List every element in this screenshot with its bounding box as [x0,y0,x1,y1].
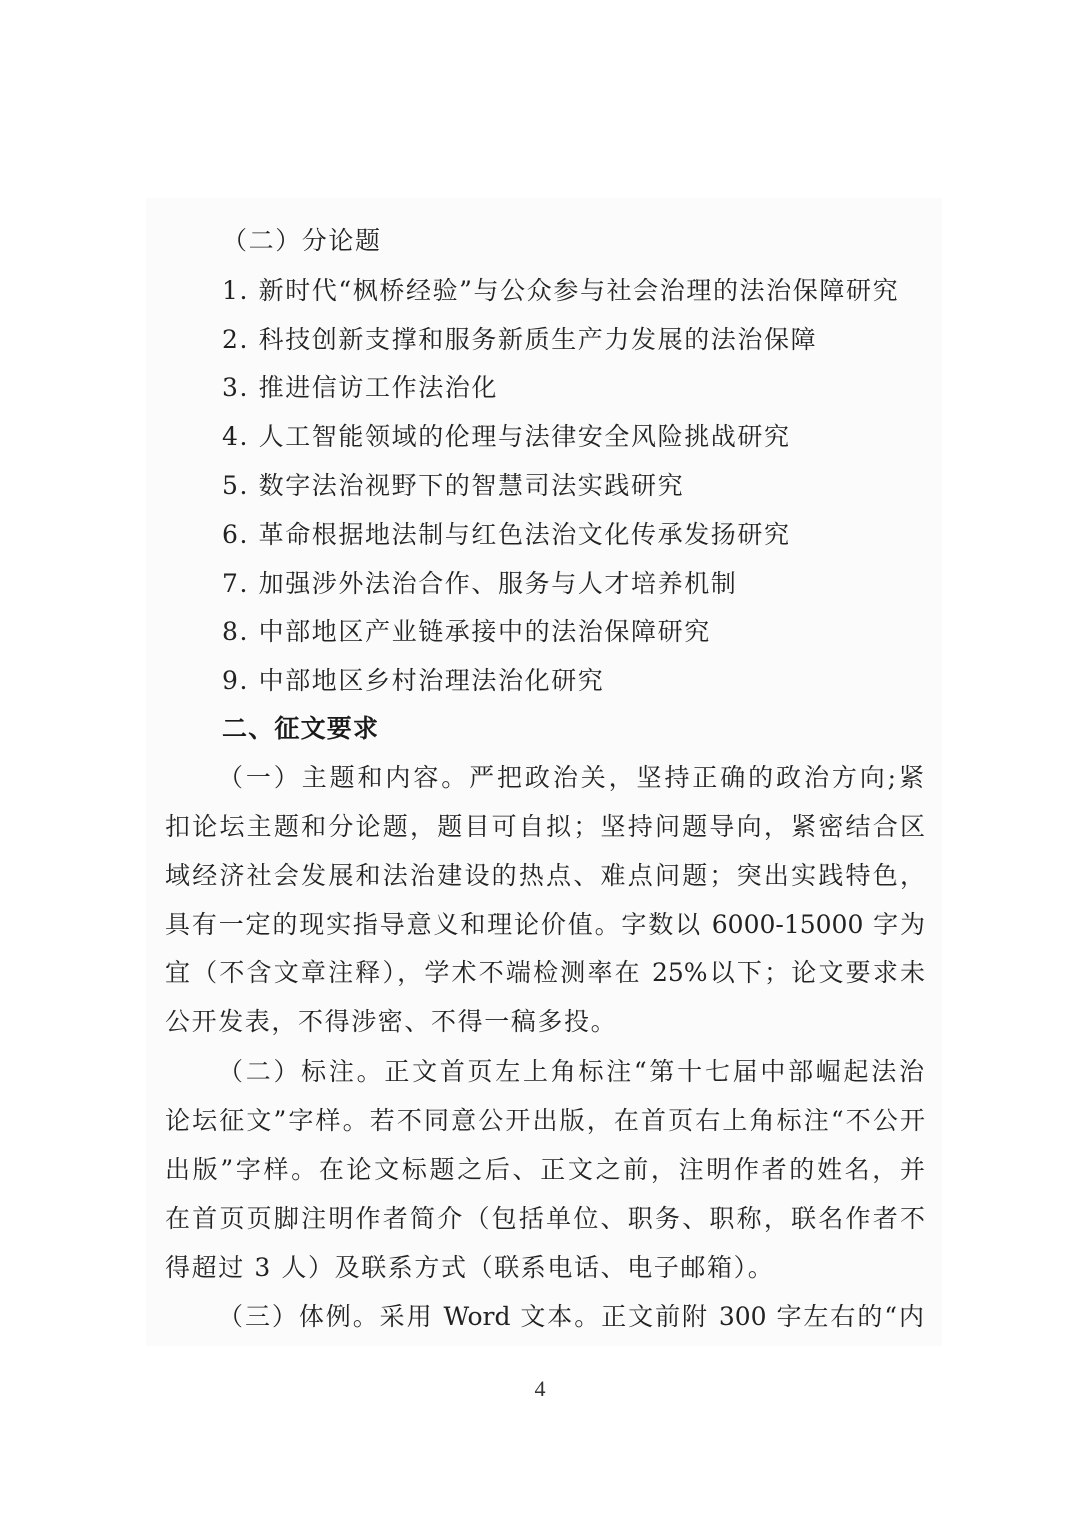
paragraph-line: （二）标注。正文首页左上角标注“第十七届中部崛起法治 [218,1057,924,1086]
paragraph-line: 得超过 3 人）及联系方式（联系电话、电子邮箱）。 [165,1253,775,1282]
paragraph-line: 具有一定的现实指导意义和理论价值。字数以 6000-15000 字为 [165,910,925,939]
paragraph-line: 域经济社会发展和法治建设的热点、难点问题；突出实践特色， [165,861,925,890]
paragraph-line: 出版”字样。在论文标题之后、正文之前，注明作者的姓名，并 [165,1155,925,1184]
subsection-heading: （二）分论题 [222,226,382,255]
paragraph-line: （一）主题和内容。严把政治关，坚持正确的政治方向;紧 [218,763,924,792]
topic-item: 5. 数字法治视野下的智慧司法实践研究 [222,471,685,500]
topic-item: 6. 革命根据地法制与红色法治文化传承发扬研究 [222,520,791,549]
paragraph-line: 公开发表，不得涉密、不得一稿多投。 [165,1007,618,1036]
page-number: 4 [534,1376,546,1401]
topic-item: 9. 中部地区乡村治理法治化研究 [222,666,605,695]
paragraph-line: 论坛征文”字样。若不同意公开出版，在首页右上角标注“不公开 [165,1106,925,1135]
topic-item: 8. 中部地区产业链承接中的法治保障研究 [222,617,711,646]
topic-item: 1. 新时代“枫桥经验”与公众参与社会治理的法治保障研究 [222,276,900,305]
paragraph-line: 宜（不含文章注释），学术不端检测率在 25%以下；论文要求未 [165,958,925,987]
topic-item: 7. 加强涉外法治合作、服务与人才培养机制 [222,569,738,598]
paragraph-line: 扣论坛主题和分论题，题目可自拟；坚持问题导向，紧密结合区 [165,812,925,841]
topic-item: 4. 人工智能领域的伦理与法律安全风险挑战研究 [222,422,791,451]
section-heading: 二、征文要求 [222,714,380,743]
topic-item: 2. 科技创新支撑和服务新质生产力发展的法治保障 [222,325,818,354]
paragraph-line: （三）体例。采用 Word 文本。正文前附 300 字左右的“内 [218,1302,924,1331]
topic-item: 3. 推进信访工作法治化 [222,373,499,402]
paragraph-line: 在首页页脚注明作者简介（包括单位、职务、职称，联名作者不 [165,1204,925,1233]
